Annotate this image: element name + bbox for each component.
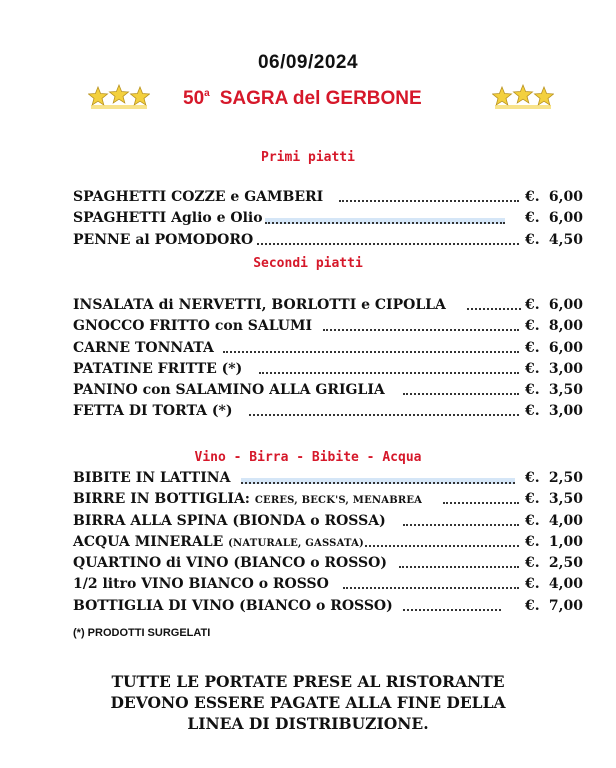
items-secondi: [73, 295, 583, 423]
notice-line: LINEA DI DISTRIBUZIONE.: [187, 714, 429, 733]
menu-item: PANINO con SALAMINO ALLA GRIGLIA €. 3,50: [73, 382, 583, 399]
menu-item: BIBITE IN LATTINA €. 2,50: [73, 470, 583, 486]
item-name: PANINO con SALAMINO ALLA GRIGLIA: [73, 382, 385, 399]
item-price: 1,00: [548, 533, 583, 550]
item-name: QUARTINO di VINO (BIANCO o ROSSO): [73, 555, 387, 572]
title-superscript: a: [204, 88, 210, 99]
title-text: SAGRA del GERBONE: [219, 88, 422, 109]
menu-item: SPAGHETTI COZZE e GAMBERI €. 6,00: [73, 189, 583, 205]
item-price: 4,50: [548, 231, 583, 248]
item-price: 6,00: [548, 297, 583, 313]
notice-line: TUTTE LE PORTATE PRESE AL RISTORANTE: [111, 672, 505, 691]
item-price: 8,00: [548, 318, 583, 335]
notice-line: DEVONO ESSERE PAGATE ALLA FINE DELLA: [110, 693, 506, 712]
item-name: SPAGHETTI COZZE e GAMBERI: [73, 189, 324, 205]
item-name: BIBITE IN LATTINA: [73, 470, 231, 486]
stars-right-icon: [492, 84, 554, 112]
section-title-secondi: Secondi piatti: [253, 256, 363, 271]
item-name: ACQUA MINERALE (NATURALE, GASSATA): [73, 533, 364, 550]
items-primi: [73, 187, 583, 251]
frozen-products-note: (*) PRODOTTI SURGELATI: [73, 627, 211, 639]
title-number: 50: [183, 88, 205, 109]
item-name: PATATINE FRITTE (*): [73, 360, 243, 377]
item-name: FETTA DI TORTA (*): [73, 403, 233, 420]
item-price: 6,00: [548, 210, 583, 227]
item-name: BIRRE IN BOTTIGLIA: CERES, BECK'S, MENABREA: [73, 491, 423, 508]
item-name: PENNE al POMODORO: [73, 231, 254, 248]
item-price: 2,50: [548, 470, 583, 486]
menu-item: BIRRE IN BOTTIGLIA: CERES, BECK'S, MENABREA €. 3,50: [73, 491, 583, 508]
payment-notice: [0, 671, 616, 734]
item-name: GNOCCO FRITTO con SALUMI: [73, 318, 313, 335]
item-name: INSALATA di NERVETTI, BORLOTTI e CIPOLLA: [73, 297, 446, 313]
item-price: 4,00: [548, 512, 583, 529]
items-bevande: [73, 468, 583, 617]
item-price: 6,00: [548, 189, 583, 205]
item-name: BOTTIGLIA DI VINO (BIANCO o ROSSO): [73, 597, 393, 614]
item-name: SPAGHETTI Aglio e Olio: [73, 210, 263, 227]
menu-item: GNOCCO FRITTO con SALUMI €. 8,00: [73, 318, 583, 335]
menu-item: INSALATA di NERVETTI, BORLOTTI e CIPOLLA €. 6,00: [73, 297, 583, 313]
item-price: 6,00: [548, 339, 583, 356]
menu-item: BOTTIGLIA DI VINO (BIANCO o ROSSO) €. 7,00: [73, 597, 583, 614]
stars-left-icon: [88, 84, 150, 112]
menu-item: BIRRA ALLA SPINA (BIONDA o ROSSA) €. 4,00: [73, 512, 583, 529]
menu-item: QUARTINO di VINO (BIANCO o ROSSO) €. 2,50: [73, 555, 583, 572]
menu-item: FETTA DI TORTA (*) €. 3,00: [73, 403, 583, 420]
item-price: 3,00: [548, 360, 583, 377]
item-price: 3,50: [548, 491, 583, 508]
item-price: 3,00: [548, 403, 583, 420]
menu-item: PENNE al POMODORO €. 4,50: [73, 231, 583, 248]
item-name: 1/2 litro VINO BIANCO o ROSSO: [73, 576, 329, 593]
menu-date: 06/09/2024: [257, 52, 359, 73]
item-price: 3,50: [548, 382, 583, 399]
section-title-bevande: Vino - Birra - Bibite - Acqua: [194, 450, 422, 465]
item-price: 4,00: [548, 576, 583, 593]
item-name: BIRRA ALLA SPINA (BIONDA o ROSSA): [73, 512, 386, 529]
menu-item: ACQUA MINERALE (NATURALE, GASSATA) €. 1,00: [73, 533, 583, 550]
item-name: CARNE TONNATA: [73, 339, 214, 356]
item-price: 7,00: [548, 597, 583, 614]
menu-item: CARNE TONNATA €. 6,00: [73, 339, 583, 356]
menu-item: SPAGHETTI Aglio e Olio €. 6,00: [73, 210, 583, 227]
menu-item: 1/2 litro VINO BIANCO o ROSSO €. 4,00: [73, 576, 583, 593]
menu-item: PATATINE FRITTE (*) €. 3,00: [73, 360, 583, 377]
festival-title: [183, 88, 422, 110]
section-title-primi: Primi piatti: [261, 150, 355, 165]
item-price: 2,50: [548, 555, 583, 572]
